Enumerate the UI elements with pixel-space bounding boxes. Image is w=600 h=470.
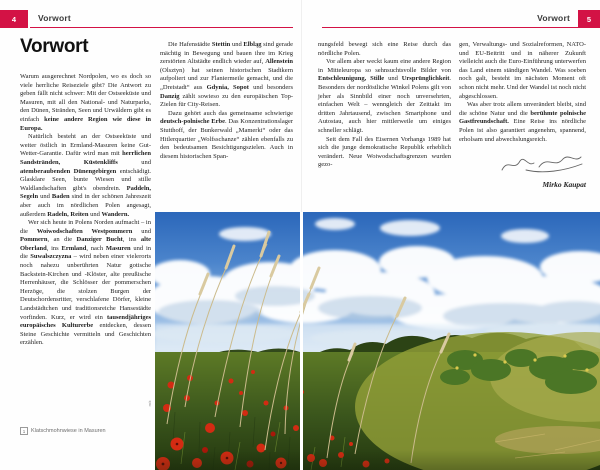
paragraph: Was aber trotz allem unverändert bleibt, sind die schöne Natur und die berühmte polnische Gastfreundschaft. Eine Reise ins nördliche Polen ist also garantiert angenehm, spannend, erholsam und abwechslungsreich. bbox=[459, 101, 586, 143]
running-head-rule-right bbox=[322, 27, 578, 28]
paragraph: Natürlich besteht an der Ostseeküste und weiter östlich in Ermland-Masuren keine Gut-Wetter-Garantie. Dafür wird man mit herrlichen Sandstränden, Küstenkliffs und atemberaubenden Dünengebirgen entschädigt. Glasklare Seen, bunte Wiesen und stille Waldlandschaften gibt's obendrein. Paddeln, Segeln und Baden sind in der schönen Jahreszeit aber auch im nördlichen Polen angesagt, außerdem Radeln, Reiten und Wandern. bbox=[20, 133, 152, 218]
paragraph: Wer sich heute in Polens Norden aufmacht – in die Woiwodschaften Westpommern und Pommern, an die Danziger Bucht, ins alte Oberland, ins Ermland, nach Masuren und in die Suwalszczyzna – wird neben einer vielerorts noch nahezu unberührten Natur gotische Backstein-Kirchen und -Klöster, alte preußische Herrenhäuser, die Schlösser der pommerschen Herzöge, die stolzen Burgen der Deutschordensritter, verschlafene Dörfer, kleine Landstädtchen und traditionsreiche Hansestädte vorfinden. Kurz, er wird ein tausendjähriges europäisches Kulturerbe entdecken, dessen Steine Geschichte vermitteln und Geschichten erzählen. bbox=[20, 219, 151, 347]
page-number-tab-right bbox=[578, 10, 600, 28]
page-number: 5 bbox=[586, 14, 592, 24]
paragraph: Dazu gehört auch das gemeinsame schwierige deutsch-polnische Erbe. Das Konzentrationslager Stutthoff, der Bunkerwald „Mamerki“ oder das Hitlerquartier „Wolfsschanze“ zählen ebenfalls zu den bedeutsamen Besichtigungszielen. Auch in diesem historischen Span- bbox=[160, 109, 294, 160]
page-number-tab-left bbox=[0, 10, 28, 28]
page-gutter-shadow bbox=[301, 0, 302, 212]
page-title: Vorwort bbox=[20, 36, 89, 57]
paragraph: gen, Verwaltungs- und Sozialreformen, NATO- und EU-Beitritt und in näherer Zukunft vielleicht auch die Euro-Einführung unterwerfen das Land einem ständigen Wandel. Was soeben noch galt, besteht im nächsten Moment oft schon nicht mehr. Und der Wandel ist noch nicht abgeschlossen. bbox=[459, 41, 586, 100]
running-head-rule-left bbox=[30, 27, 293, 28]
right-page-column-2 bbox=[459, 41, 586, 189]
page-gutter-line bbox=[300, 212, 303, 470]
page-number: 4 bbox=[11, 14, 17, 24]
paragraph: Seit dem Fall des Eisernen Vorhangs 1989 hat sich die junge demokratische Republik erheblich verändert. Neue Woiwodschaftsgrenzen wurden gezo- bbox=[318, 135, 451, 169]
photo-credit: mk bbox=[147, 400, 152, 407]
left-page-column-1 bbox=[20, 73, 151, 348]
meadow-photo-illustration bbox=[155, 212, 600, 470]
left-page-column-2 bbox=[160, 41, 293, 161]
signature-scrawl bbox=[498, 152, 586, 176]
right-page-column-1 bbox=[318, 41, 451, 170]
caption-marker: 1 bbox=[20, 427, 28, 435]
paragraph: Vor allem aber weckt kaum eine andere Region in Mitteleuropa so sehnsuchtsvolle Bilder von Entschleunigung, Stille und Ursprünglichkeit. Besonders der nordöstliche Winkel Polens gilt von jeher als Sinnbild einer noch unversehrten, einfachen Welt – wenngleich der Zeittakt im dritten Jahrtausend, zwischen Smartphone und Autostau, auch hier mittlerweile um einiges schneller schlägt. bbox=[318, 58, 452, 134]
paragraph: Warum ausgerechnet Nordpolen, wo es doch so viele herrliche Reiseziele gibt? Die Antwort zu geben fällt nicht schwer: Mit der Ostseeküste und Masuren, mit all den National- und Naturparks, den Dünen, Stränden, Seen und Urwäldern gibt es einfach keine andere Region wie diese in Europa. bbox=[20, 73, 151, 132]
caption-text: Klatschmohnwiese in Masuren bbox=[31, 428, 106, 434]
author-name: Mirko Kaupat bbox=[542, 179, 586, 189]
paragraph: nungsfeld bewegt sich eine Reise durch das nördliche Polen. bbox=[318, 41, 451, 57]
paragraph: Die Hafenstädte Stettin und Elbląg sind gerade mächtig in Bewegung und bauen ihre im Krieg zerstörten Altstädte endlich wieder auf, Allenstein (Olsztyn) hat seinen historischen Stadtkern aufpoliert und zur Flaniermeile gemacht, und die „Dreistadt“ aus Gdynia, Sopot und besonders Danzig zählt sowieso zu den europäischen Top-Zielen für City-Reisen. bbox=[160, 41, 293, 109]
spread-photo bbox=[155, 212, 600, 470]
signature-block bbox=[459, 152, 586, 189]
running-head-right: Vorwort bbox=[537, 13, 570, 23]
running-head-left: Vorwort bbox=[38, 13, 71, 23]
photo-caption bbox=[20, 427, 106, 435]
